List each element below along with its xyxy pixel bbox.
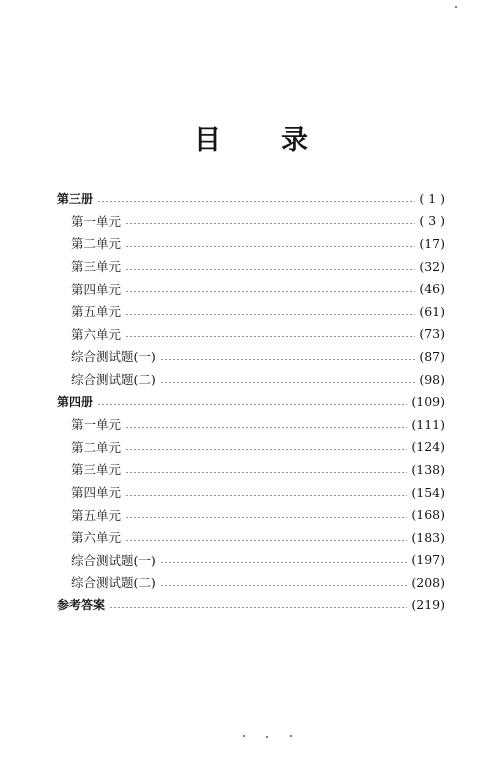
toc-entry[interactable] <box>57 255 445 278</box>
toc-entry-page: (208) <box>411 574 445 590</box>
toc-entry-page: ( 1 ) <box>419 190 445 206</box>
dot-leader <box>160 359 416 360</box>
toc-entry-page: (98) <box>419 371 445 387</box>
dot-leader <box>125 495 407 496</box>
toc-entry-page: (46) <box>419 281 445 297</box>
toc-entry-label: 第四单元 <box>71 281 122 297</box>
title-char-1: 目 <box>194 125 223 156</box>
toc-entry-page: ( 3 ) <box>419 213 445 229</box>
toc-entry-label: 第一单元 <box>71 417 122 433</box>
toc-entry-page: (183) <box>411 529 445 545</box>
toc-entry-page: (111) <box>411 416 445 432</box>
dot-leader <box>125 427 407 428</box>
toc-entry-page: (219) <box>411 597 445 613</box>
title-char-2: 录 <box>281 125 310 156</box>
toc-entry[interactable] <box>57 323 445 346</box>
toc-entry[interactable] <box>57 413 445 436</box>
toc-entry-label: 第六单元 <box>71 326 122 342</box>
scan-speck <box>455 6 457 8</box>
toc-entry-label: 综合测试题(一) <box>71 349 156 365</box>
dot-leader <box>125 472 407 473</box>
toc-entry[interactable] <box>57 368 445 391</box>
toc-entry-label: 第三单元 <box>71 462 122 478</box>
dot-leader <box>125 269 415 270</box>
dot-leader <box>125 517 407 518</box>
dot-leader <box>160 585 408 586</box>
toc-entry[interactable] <box>57 503 445 526</box>
toc-entry[interactable] <box>57 232 445 255</box>
dot-leader <box>109 607 407 608</box>
toc-entry-label: 第四册 <box>57 395 94 410</box>
toc-entry[interactable] <box>57 210 445 233</box>
toc-entry-label: 第三单元 <box>71 259 122 275</box>
toc-entry[interactable] <box>57 436 445 459</box>
toc-entry-label: 第一单元 <box>71 213 122 229</box>
toc-entry[interactable] <box>57 345 445 368</box>
toc-entry-page: (61) <box>419 303 445 319</box>
toc-entry-page: (17) <box>419 235 445 251</box>
toc-entry[interactable] <box>57 300 445 323</box>
toc-entry[interactable] <box>57 277 445 300</box>
dot-leader <box>97 201 415 202</box>
toc-entry-page: (109) <box>411 394 445 410</box>
toc-entry[interactable] <box>57 458 445 481</box>
scan-speck <box>290 735 292 737</box>
dot-leader <box>125 223 415 224</box>
toc-entry-page: (73) <box>419 326 445 342</box>
dot-leader <box>125 540 407 541</box>
toc-section-entry[interactable] <box>57 187 445 210</box>
toc-entry-label: 综合测试题(二) <box>71 372 156 388</box>
scan-speck <box>243 735 245 737</box>
toc-entry-label: 第三册 <box>57 191 94 206</box>
toc-entry-page: (138) <box>411 461 445 477</box>
toc-entry-label: 综合测试题(二) <box>71 575 156 591</box>
toc-entry-label: 第四单元 <box>71 485 122 501</box>
toc-entry-page: (168) <box>411 507 445 523</box>
toc-entry[interactable] <box>57 481 445 504</box>
toc-entry-label: 第六单元 <box>71 530 122 546</box>
toc-entry-page: (154) <box>411 484 445 500</box>
table-of-contents <box>57 187 445 616</box>
toc-entry-label: 第五单元 <box>71 507 122 523</box>
toc-entry-label: 第二单元 <box>71 439 122 455</box>
toc-section-entry[interactable] <box>57 594 445 617</box>
toc-entry[interactable] <box>57 526 445 549</box>
toc-entry-label: 综合测试题(一) <box>71 552 156 568</box>
dot-leader <box>125 336 415 337</box>
toc-entry-page: (32) <box>419 258 445 274</box>
toc-entry-label: 第二单元 <box>71 236 122 252</box>
scan-speck <box>266 736 268 738</box>
dot-leader <box>125 246 415 247</box>
page-title <box>0 118 504 157</box>
toc-entry[interactable] <box>57 549 445 572</box>
toc-entry-page: (197) <box>411 552 445 568</box>
toc-entry-page: (87) <box>419 348 445 364</box>
dot-leader <box>160 562 408 563</box>
toc-entry-label: 第五单元 <box>71 304 122 320</box>
toc-entry-label: 参考答案 <box>57 598 106 613</box>
toc-section-entry[interactable] <box>57 390 445 413</box>
dot-leader <box>125 291 415 292</box>
dot-leader <box>125 449 407 450</box>
toc-entry[interactable] <box>57 571 445 594</box>
toc-entry-page: (124) <box>411 439 445 455</box>
dot-leader <box>125 314 415 315</box>
dot-leader <box>160 382 416 383</box>
dot-leader <box>97 404 407 405</box>
